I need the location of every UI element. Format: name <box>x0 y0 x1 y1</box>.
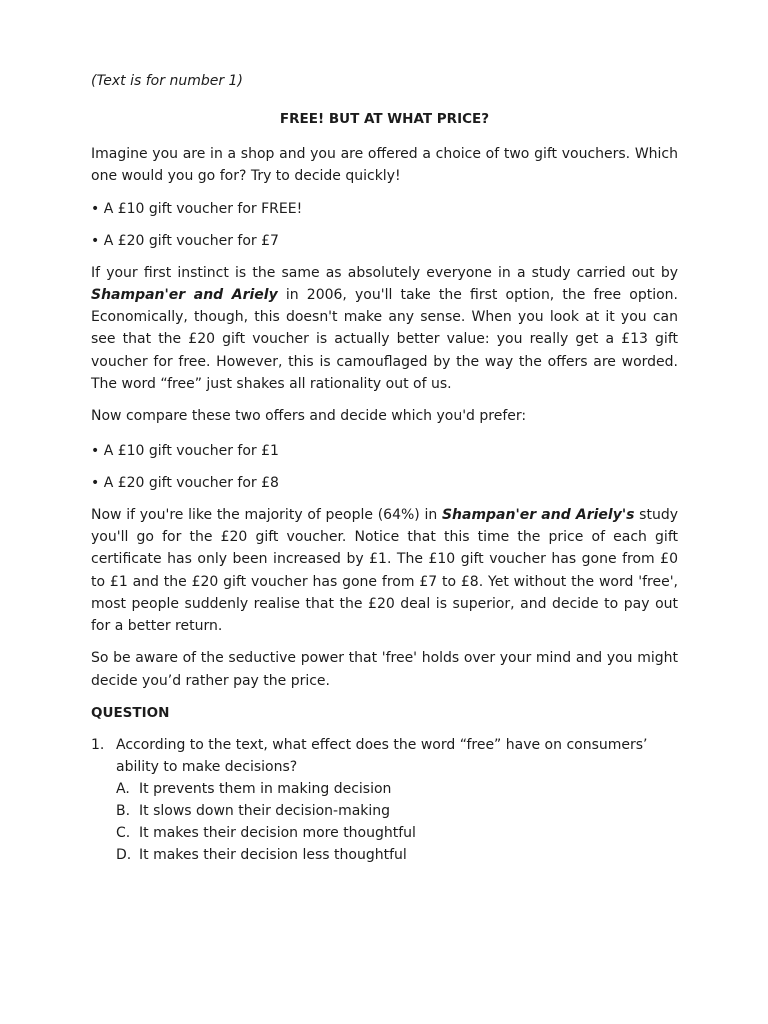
author-names: Shampan'er and Ariely <box>91 286 278 303</box>
paragraph-conclusion: So be aware of the seductive power that 'free' holds over your mind and you might decide you’d rather pay the price. <box>91 650 678 689</box>
text-note: (Text is for number 1) <box>91 73 243 89</box>
bullet-item: • A £20 gift voucher for £8 <box>91 474 279 491</box>
option-text: It slows down their decision-making <box>139 803 391 820</box>
option-letter: C. <box>116 825 131 842</box>
intro-paragraph: Imagine you are in a shop and you are offered a choice of two gift vouchers. Which one would you go for? Try to decide quickly! <box>91 146 678 185</box>
answer-option <box>116 800 678 822</box>
answer-options <box>91 778 678 866</box>
answer-option <box>116 822 678 844</box>
option-text: It prevents them in making decision <box>139 781 392 798</box>
article-title: FREE! BUT AT WHAT PRICE? <box>279 111 490 127</box>
paragraph-text: Now if you're like the majority of people (64%) in <box>91 506 442 523</box>
question-heading: QUESTION <box>91 705 170 722</box>
bullet-item: • A £10 gift voucher for FREE! <box>91 200 303 217</box>
paragraph-result <box>91 504 678 638</box>
paragraph-compare: Now compare these two offers and decide which you'd prefer: <box>91 408 527 425</box>
paragraph-text: study you'll go for the £20 gift voucher. Notice that this time the price of each gift certificate has only been increased by £1. The £10 gift voucher has gone from £0 to £1 and the £20 gift voucher has gone from £7 to £8. Yet without the word 'free', most people suddenly realise that the £20 deal is superior, and decide to pay out for a better return. <box>91 506 679 635</box>
answer-option <box>116 778 678 800</box>
answer-option <box>116 844 678 866</box>
paragraph-text: in 2006, you'll take the first option, the free option. Economically, though, this doesn't make any sense. When you look at it you can see that the £20 gift voucher is actually better value: you really get a £13 gift voucher for free. However, this is camouflaged by the way the offers are worded. The word “free” just shakes all rationality out of us. <box>91 286 678 393</box>
question-text: According to the text, what effect does the word “free” have on consumers’ ability to make decisions? <box>116 737 648 776</box>
author-names: Shampan'er and Ariely's <box>441 506 635 523</box>
option-letter: D. <box>116 847 132 864</box>
option-text: It makes their decision less thoughtful <box>139 847 407 864</box>
option-letter: B. <box>116 803 131 820</box>
option-letter: A. <box>116 781 130 798</box>
question-item <box>91 734 678 778</box>
bullet-item: • A £20 gift voucher for £7 <box>91 232 279 249</box>
paragraph-text: If your first instinct is the same as absolutely everyone in a study carried out by <box>91 264 678 281</box>
document-page <box>91 70 678 866</box>
question-number: 1. <box>91 737 105 754</box>
option-text: It makes their decision more thoughtful <box>139 825 416 842</box>
bullet-item: • A £10 gift voucher for £1 <box>91 442 279 459</box>
paragraph-study <box>91 262 678 396</box>
